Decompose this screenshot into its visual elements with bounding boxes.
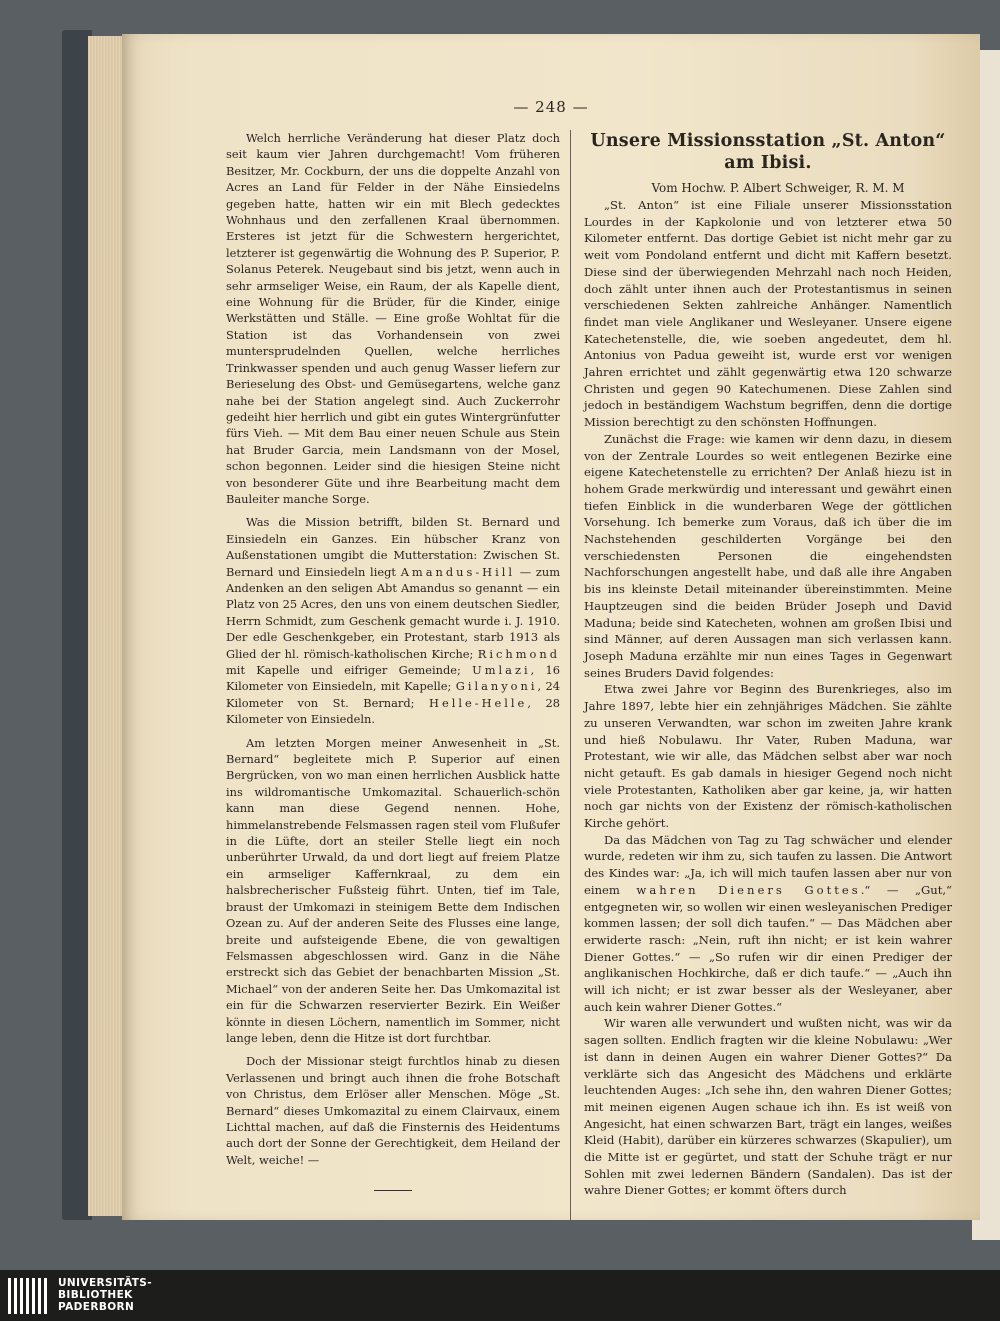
library-logo-icon: [8, 1278, 50, 1314]
right-paragraph-1: „St. Anton“ ist eine Filiale unserer Missionsstation Lourdes in der Kapkolonie und von letzterer etwa 50 Kilometer entfernt. Das dortige Gebiet ist nicht mehr gar zu weit vom Pondoland entfernt und dicht mit Kaffern besetzt. Diese sind der überwiegenden Mehrzahl nach noch Heiden, doch zählt unter ihnen auch der Protestantismus in seinen verschiedenen Sekten zahlreiche Anhänger. Namentlich findet man viele Anglikaner und Wesleyaner. Unsere eigene Katechetenstelle, die, wie soeben angedeutet, dem hl. Antonius von Padua geweiht ist, wurde erst vor wenigen Jahren errichtet und zählt gegenwärtig etwa 120 schwarze Christen und gegen 90 Katechumenen. Diese Zahlen sind jedoch in beständigem Wachstum begriffen, denn die dortige Mission berechtigt zu den schönsten Hoffnungen.: [584, 198, 952, 430]
right-paragraph-4: Da das Mädchen von Tag zu Tag schwächer und elender wurde, redeten wir ihm zu, sich taufen zu lassen. Die Antwort des Kindes war: „Ja, ich will mich taufen lassen aber nur von einem wahren Dieners Gottes.“ — „Gut,“ entgegneten wir, so wollen wir einen wesleyanischen Prediger kommen lassen; der soll dich taufen.“ — Das Mädchen aber erwiderte rasch: „Nein, ruft ihn nicht; er ist kein wahrer Diener Gottes.“ — „So rufen wir dir einen Prediger der anglikanischen Hochkirche, daß er dich taufe.“ — „Auch ihn will ich nicht; er ist zwar besser als der Wesleyaner, aber auch kein wahrer Diener Gottes.“: [584, 832, 952, 1014]
left-paragraph-4: Doch der Missionar steigt furchtlos hinab zu diesen Verlassenen und bringt auch ihnen die frohe Botschaft von Christus, dem Erlöser aller Menschen. Möge „St. Bernard“ dieses Umkomazital zu einem Clairvaux, einem Lichttal machen, auf daß die Finsternis des Heidentums auch dort der Sonne der Gerechtigkeit, dem Heiland der Welt, weiche! —: [226, 1054, 560, 1167]
article-end-rule: [374, 1190, 412, 1191]
right-paragraph-5: Wir waren alle verwundert und wußten nicht, was wir da sagen sollten. Endlich fragten wir die kleine Nobulawu: „Wer ist dann in deinen Augen ein wahrer Diener Gottes?“ Da verklärte sich das Angesicht des Mädchens und erklärte leuchtenden Auges: „Ich sehe ihn, den wahren Diener Gottes; mit meinen eigenen Augen schaue ich ihn. Es ist weiß von Angesicht, hat einen schwarzen Bart, trägt ein langes, weißes Kleid (Habit), darüber ein kürzeres schwarzes (Skapulier), um die Mitte ist er gegürtet, und statt der Schuhe trägt er nur Sohlen mit zwei ledernen Bändern (Sandalen). Das ist der wahre Diener Gottes; er kommt öfters durch: [584, 1016, 952, 1198]
library-name: UNIVERSITÄTS- BIBLIOTHEK PADERBORN: [58, 1277, 153, 1313]
place-name: Amandus-Hill: [400, 564, 516, 579]
right-column: [584, 130, 952, 1199]
article-byline: Vom Hochw. P. Albert Schweiger, R. M. M: [651, 181, 905, 195]
place-name: Helle-Helle: [429, 695, 528, 710]
page-number: — 248 —: [513, 98, 589, 116]
left-column: [226, 130, 560, 1191]
emphasized-phrase: wahren Dieners Gottes: [636, 882, 861, 897]
place-name: Gilanyoni: [455, 679, 538, 694]
right-paragraph-2: Zunächst die Frage: wie kamen wir denn dazu, in diesem von der Zentrale Lourdes so weit entlegenen Bezirke eine eigene Katechetenstelle zu errichten? Der Anlaß hiezu ist in hohem Grade merkwürdig und interessant und gewährt einen tiefen Einblick in die wunderbaren Wege der göttlichen Vorsehung. Ich bemerke zum Voraus, daß ich über die im Nachstehenden geschilderten Vorgänge bei den verschiedensten Personen die eingehendsten Nachforschungen angestellt habe, und daß alle ihre Angaben bis ins kleinste Detail miteinander übereinstimmten. Meine Hauptzeugen sind die beiden Brüder Joseph und David Maduna; beide sind Katecheten, wohnen am großen Ibisi und sind Männer, auf deren Aussagen man sich verlassen kann. Joseph Maduna erzählte mir nun eines Tages in Gegenwart seines Bruders David folgendes:: [584, 431, 952, 680]
place-name: Richmond: [477, 646, 560, 661]
column-divider: [570, 130, 571, 1220]
left-paragraph-2: Was die Mission betrifft, bilden St. Bernard und Einsiedeln ein Ganzes. Ein hübscher Kranz von Außenstationen umgibt die Mutterstation: Zwischen St. Bernard und Einsiedeln liegt Amandus-Hill — zum Andenken an den seligen Abt Amandus so genannt — ein Platz von 25 Acres, den uns von einem deutschen Siedler, Herrn Schmidt, zum Geschenk gemacht wurde i. J. 1910. Der edle Geschenkgeber, ein Protestant, starb 1913 als Glied der hl. römisch-katholischen Kirche; Richmond mit Kapelle und eifriger Gemeinde; Umlazi, 16 Kilometer von Einsiedeln, mit Kapelle; Gilanyoni, 24 Kilometer von St. Bernard; Helle-Helle, 28 Kilometer von Einsiedeln.: [226, 515, 560, 727]
book-page: [122, 34, 980, 1220]
place-name: Umlazi: [472, 663, 531, 677]
left-paragraph-3: Am letzten Morgen meiner Anwesenheit in „St. Bernard“ begleitete mich P. Superior auf einen Bergrücken, von wo man einen herrlichen Ausblick hatte ins wildromantische Umkomazital. Schauerlich-schön kann man diese Gegend nennen. Hohe, himmelanstrebende Felsmassen ragen steil vom Flußufer in die Lüfte, dort an steiler Stelle liegt ein noch unberührter Urwald, da und dort liegt auf freiem Platze ein armseliger Kaffernkraal, zu dem ein halsbrecherischer Fußsteig führt. Unten, tief im Tale, braust der Umkomazi in steinigem Bette dem Indischen Ozean zu. Auf der anderen Seite des Flusses eine lange, breite und aufsteigende Ebene, die von gewaltigen Felsmassen abgeschlossen wird. Ganz in die Nähe erstreckt sich das Gebiet der benachbarten Mission „St. Michael“ von der anderen Seite her. Das Umkomazital ist ein für die Schwarzen reservierter Bezirk. Ein Weißer könnte in diesen Löchern, namentlich im Sommer, nicht lange leben, denn die Hitze ist dort furchtbar.: [226, 735, 560, 1045]
article-title: Unsere Missionsstation „St. Anton“ am Ibisi.: [590, 131, 946, 173]
library-footer: [0, 1270, 1000, 1321]
right-paragraph-3: Etwa zwei Jahre vor Beginn des Burenkrieges, also im Jahre 1897, lebte hier ein zehnjähriges Mädchen. Sie zählte zu unseren Verwandten, war schon im zweiten Jahre krank und hieß Nobulawu. Ihr Vater, Ruben Maduna, war Protestant, wie wir alle, das Mädchen selbst aber war noch nicht getauft. Es gab damals in hiesiger Gegend noch nicht viele Protestanten, Katholiken aber gar keine, ja, wir hatten noch gar nichts von der Existenz der römisch-katholischen Kirche gehört.: [584, 682, 952, 831]
left-paragraph-1: Welch herrliche Veränderung hat dieser Platz doch seit kaum vier Jahren durchgemacht! Vom früheren Besitzer, Mr. Cockburn, der uns die doppelte Anzahl von Acres an Land für Felder in der Nähe Einsiedelns gegeben hatte, hatten wir ein mit Blech gedecktes Wohnhaus und den zerfallenen Kraal übernommen. Ersteres ist jetzt für die Schwestern hergerichtet, letzterer ist gegenwärtig die Wohnung des P. Superior, P. Solanus Peterek. Neugebaut sind bis jetzt, wenn auch in sehr armseliger Weise, ein Raum, der als Kapelle dient, eine Wohnung für die Brüder, für die Kinder, einige Werkstätten und Ställe. — Eine große Wohltat für die Station ist das Vorhandensein von zwei muntersprudelnden Quellen, welche herrliches Trinkwasser spenden und auch genug Wasser liefern zur Berieselung des Obst- und Gemüsegartens, welche ganz nahe bei der Station angelegt sind. Auch Zuckerrohr gedeiht hier herrlich und gibt ein gutes Wintergrünfutter fürs Vieh. — Mit dem Bau einer neuen Schule aus Stein hat Bruder Garcia, mein Landsmann von der Mosel, schon begonnen. Leider sind die hiesigen Steine nicht von besonderer Güte und ihre Bearbeitung macht dem Bauleiter manche Sorge.: [226, 131, 560, 506]
